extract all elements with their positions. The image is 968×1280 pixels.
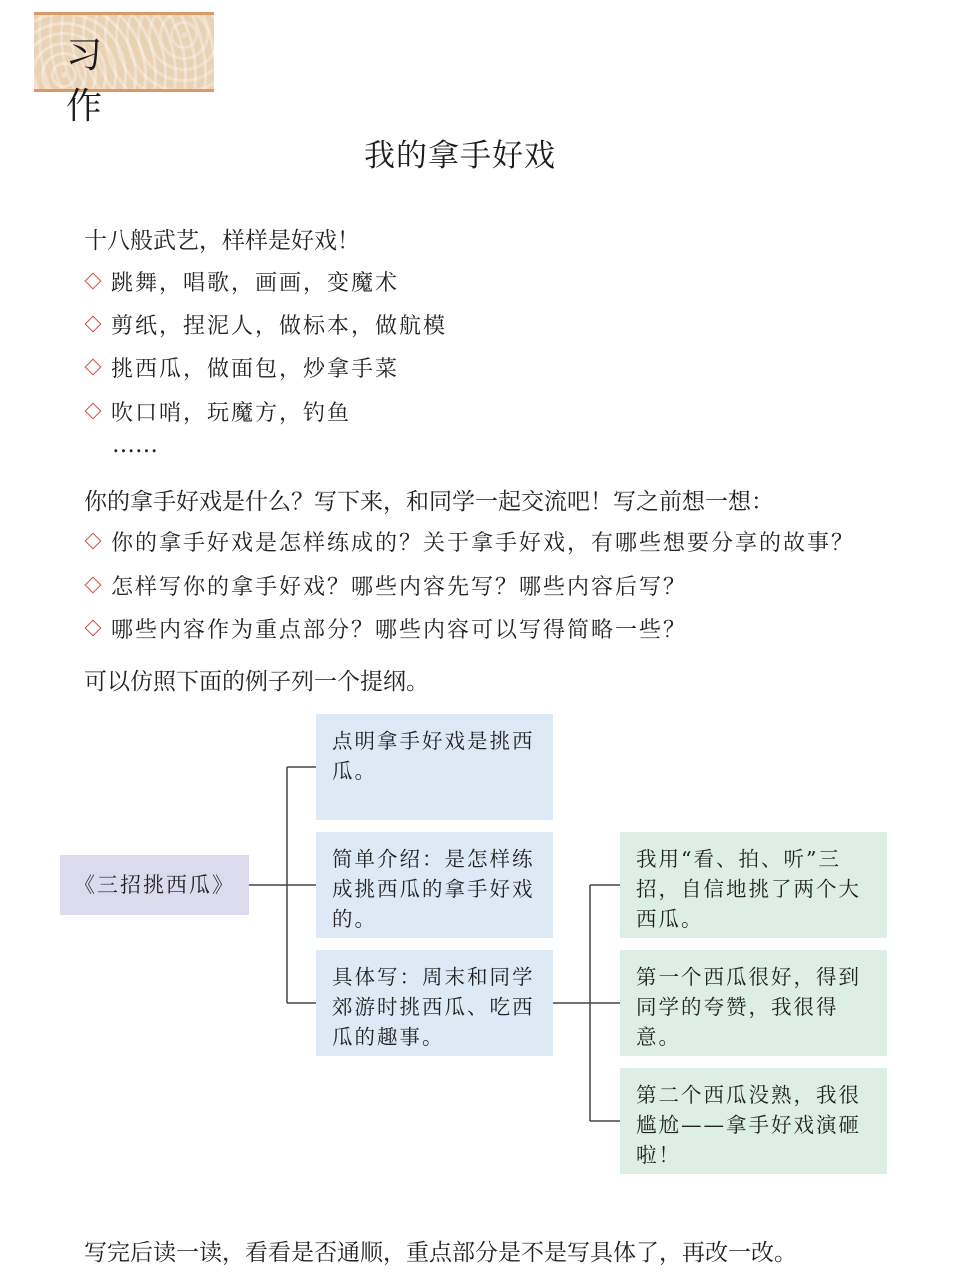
question-item: 怎样写你的拿手好戏？哪些内容先写？哪些内容后写？ — [84, 570, 687, 601]
ellipsis: …… — [112, 432, 158, 458]
example-item: 挑西瓜，做面包，炒拿手菜 — [84, 352, 399, 383]
prompt-text: 你的拿手好戏是什么？写下来，和同学一起交流吧！写之前想一想： — [84, 489, 774, 515]
diagram-right-box: 第二个西瓜没熟，我很尴尬——拿手好戏演砸啦！ — [620, 1068, 887, 1174]
closing-text: 写完后读一读，看看是否通顺，重点部分是不是写具体了，再改一改。 — [84, 1240, 797, 1266]
diagram-root-box: 《三招挑西瓜》 — [60, 855, 249, 915]
question-item: 哪些内容作为重点部分？哪些内容可以写得简略一些？ — [84, 613, 687, 644]
diagram-middle-box: 点明拿手好戏是挑西瓜。 — [316, 714, 553, 820]
section-badge-label: 习作 — [66, 35, 147, 127]
intro-text: 十八般武艺，样样是好戏！ — [84, 228, 360, 254]
example-item: 吹口哨，玩魔方，钓鱼 — [84, 396, 351, 427]
diagram-right-box: 我用“看、拍、听”三招，自信地挑了两个大西瓜。 — [620, 832, 887, 938]
question-item: 你的拿手好戏是怎样练成的？关于拿手好戏，有哪些想要分享的故事？ — [84, 526, 855, 557]
page-title: 我的拿手好戏 — [364, 138, 556, 174]
diagram-middle-box: 具体写：周末和同学郊游时挑西瓜、吃西瓜的趣事。 — [316, 950, 553, 1056]
diagram-middle-box: 简单介绍：是怎样练成挑西瓜的拿手好戏的。 — [316, 832, 553, 938]
diagram-right-box: 第一个西瓜很好，得到同学的夸赞，我很得意。 — [620, 950, 887, 1056]
example-item: 剪纸，捏泥人，做标本，做航模 — [84, 309, 447, 340]
outline-intro: 可以仿照下面的例子列一个提纲。 — [84, 669, 429, 695]
example-item: 跳舞，唱歌，画画，变魔术 — [84, 266, 399, 297]
